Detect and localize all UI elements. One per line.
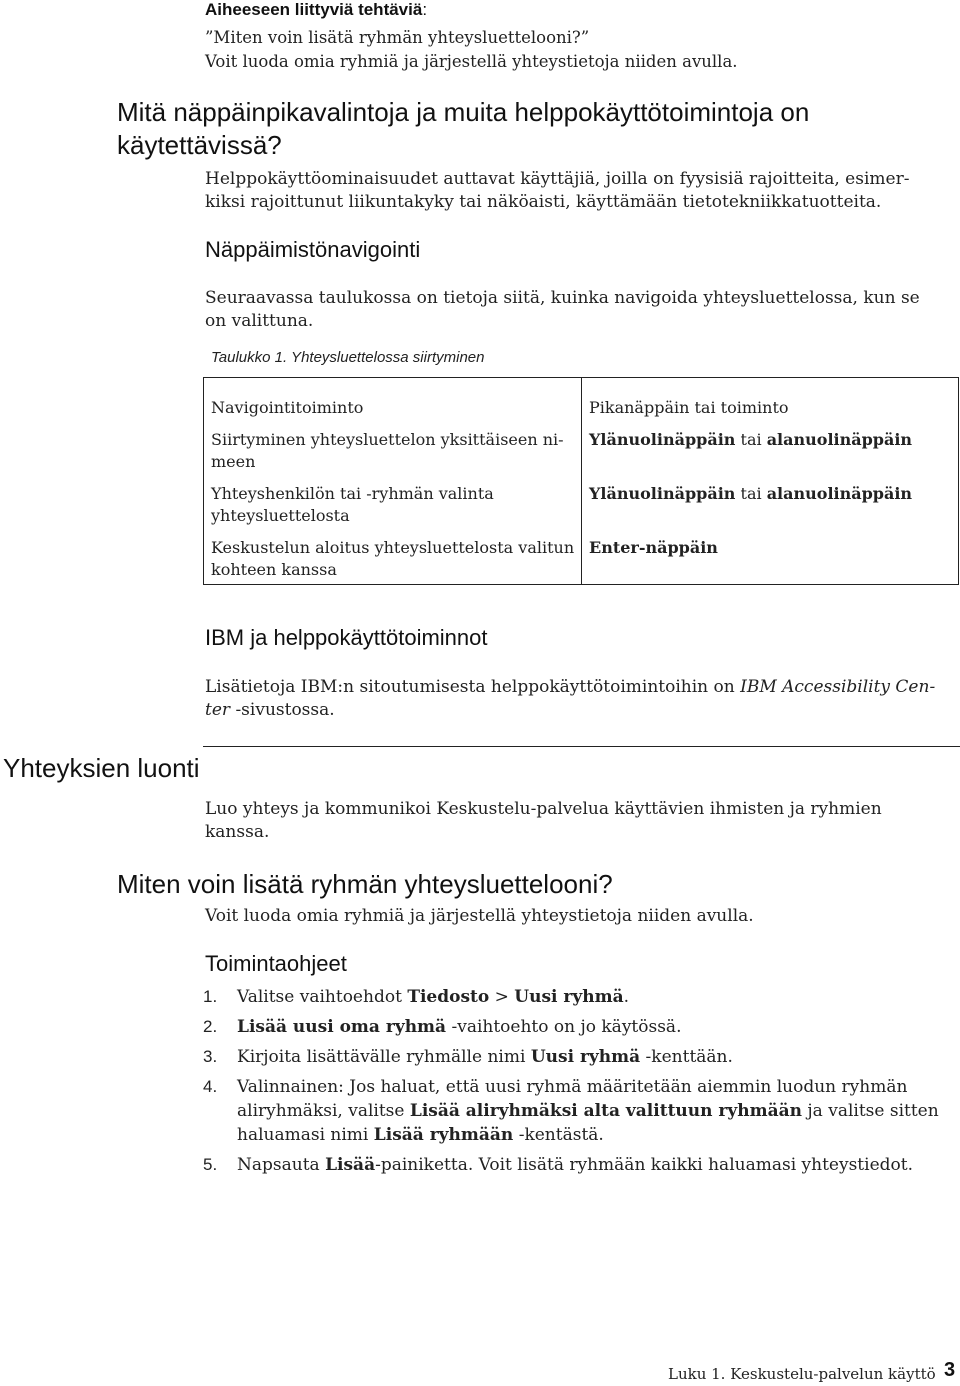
connections-section-title: Yhteyksien luonti <box>3 753 200 783</box>
ibm-accessibility-link-cont[interactable]: ter <box>205 700 231 720</box>
connections-intro: Luo yhteys ja kommunikoi Keskustelu-palvelua käyttävien ihmisten ja ryhmien kanssa. <box>205 799 882 842</box>
table-cell-shortcut: Ylänuolinäppäin tai alanuolinäppäin <box>589 484 913 503</box>
accessibility-intro: Helppokäyttöominaisuudet auttavat käyttäjiä, joilla on fyysisiä rajoitteita, esimer- kiksi rajoittunut liikuntakyky tai näköaisti, käyttämään tietotekniikkatuotteita. <box>205 169 910 212</box>
related-task-link[interactable]: ”Miten voin lisätä ryhmän yhteysluettelooni?” <box>205 28 590 47</box>
table-cell-shortcut: Enter-näppäin <box>589 538 718 557</box>
section-divider <box>203 746 960 747</box>
list-item: 1. Valitse vaihtoehdot Tiedosto > Uusi ryhmä. <box>203 987 630 1007</box>
list-item: 2. Lisää uusi oma ryhmä -vaihtoehto on jo käytössä. <box>203 1017 682 1037</box>
table-caption: Taulukko 1. Yhteysluettelossa siirtyminen <box>211 349 485 366</box>
list-item: 3. Kirjoita lisättävälle ryhmälle nimi Uusi ryhmä -kenttään. <box>203 1047 733 1067</box>
table-column-divider <box>581 377 582 585</box>
table-header-navigation: Navigointitoiminto <box>211 398 364 417</box>
ibm-accessibility-link[interactable]: IBM Accessibility Cen- <box>740 677 936 697</box>
table-cell-shortcut: Ylänuolinäppäin tai alanuolinäppäin <box>589 430 913 449</box>
footer-chapter: Luku 1. Keskustelu-palvelun käyttö <box>668 1365 936 1383</box>
related-tasks-heading: Aiheeseen liittyviä tehtäviä: <box>205 0 428 19</box>
ibm-accessibility-text: Lisätietoja IBM:n sitoutumisesta helppokäyttötoimintoihin on IBM Accessibility Cen- ter -sivustossa. <box>205 677 936 720</box>
table-row: Yhteyshenkilön tai -ryhmän valinta yhteysluettelosta <box>211 484 494 525</box>
table-row: Keskustelun aloitus yhteysluettelosta valitun kohteen kanssa <box>211 538 575 579</box>
keyboard-navigation-heading: Näppäimistönavigointi <box>205 237 421 262</box>
related-task-description: Voit luoda omia ryhmiä ja järjestellä yhteystietoja niiden avulla. <box>205 52 738 71</box>
add-group-description: Voit luoda omia ryhmiä ja järjestellä yhteystietoja niiden avulla. <box>205 906 754 926</box>
table-header-shortcut: Pikanäppäin tai toiminto <box>589 398 789 417</box>
procedure-steps <box>203 985 948 1183</box>
list-item: 4. Valinnainen: Jos haluat, että uusi ryhmä määritetään aiemmin luodun ryhmän aliryhmäksi, valitse Lisää aliryhmäksi alta valittuun ryhmään ja valitse sitten haluamasi nimi Lisää ryhmään -kentästä. <box>203 1077 939 1145</box>
keyboard-navigation-intro: Seuraavassa taulukossa on tietoja siitä, kuinka navigoida yhteysluettelossa, kun se on valittuna. <box>205 288 920 331</box>
procedure-heading: Toimintaohjeet <box>205 951 347 976</box>
ibm-accessibility-heading: IBM ja helppokäyttötoiminnot <box>205 625 488 650</box>
list-item: 5. Napsauta Lisää-painiketta. Voit lisätä ryhmään kaikki haluamasi yhteystiedot. <box>203 1155 913 1175</box>
accessibility-section-title: Mitä näppäinpikavalintoja ja muita helppokäyttötoimintoja on käytettävissä? <box>117 97 810 160</box>
table-row: Siirtyminen yhteysluettelon yksittäiseen ni- meen <box>211 430 564 471</box>
page-number: 3 <box>944 1359 956 1381</box>
add-group-title: Miten voin lisätä ryhmän yhteysluettelooni? <box>117 869 613 899</box>
